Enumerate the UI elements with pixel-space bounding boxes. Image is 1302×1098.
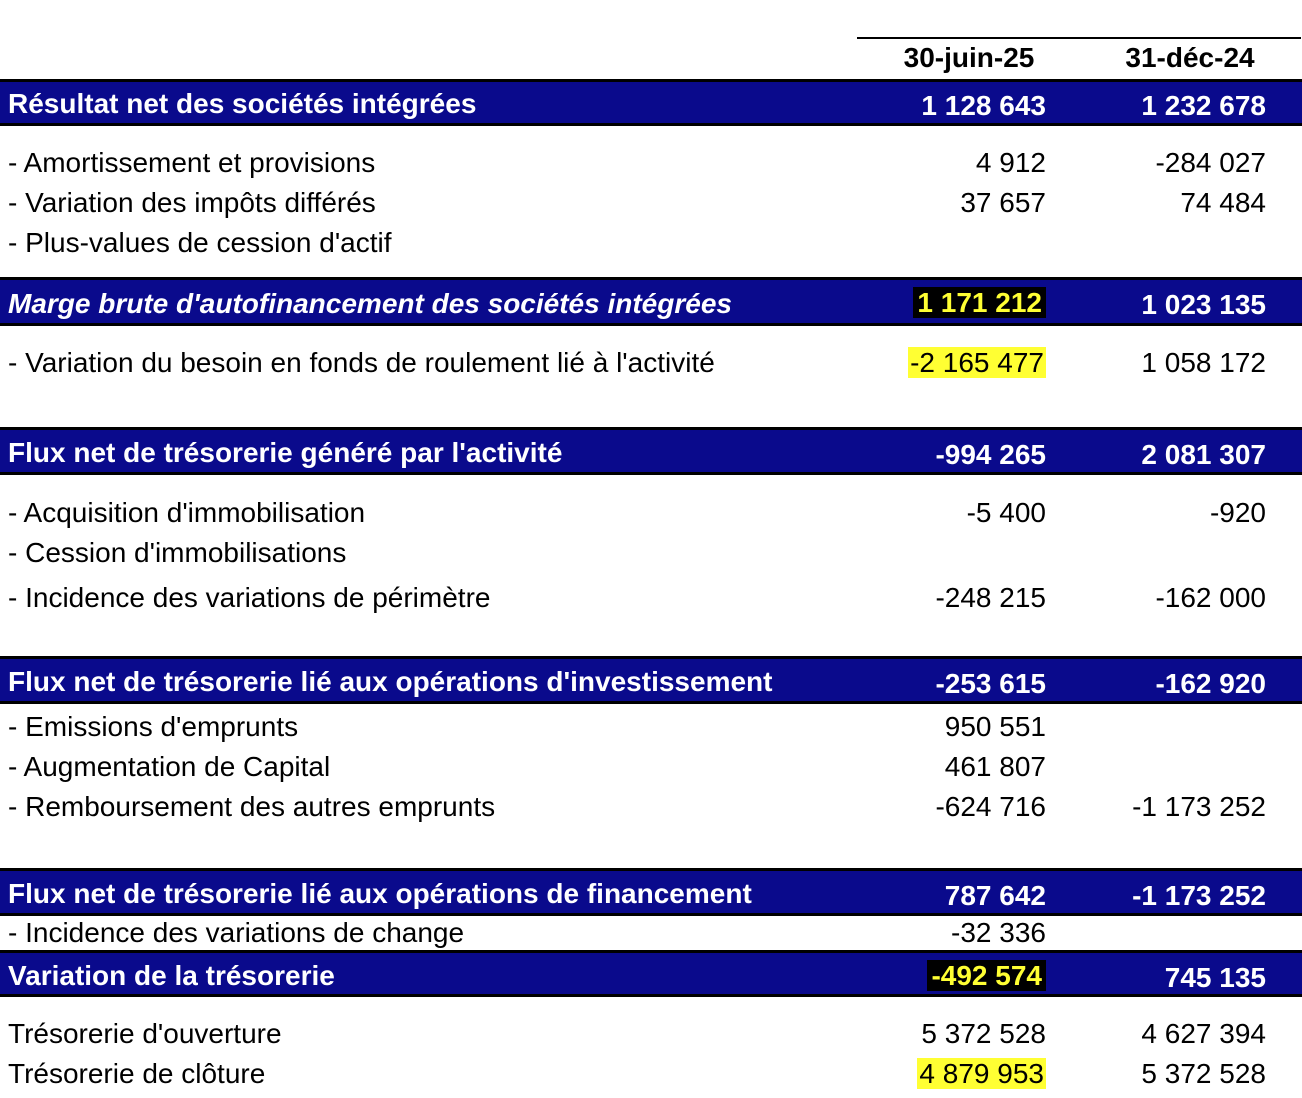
row-impots-differes: [0, 187, 1302, 221]
value-31-dec-24: -920: [1209, 497, 1266, 528]
value-31-dec-24: 1 023 135: [1141, 289, 1266, 320]
row-tresorerie-ouverture: [0, 1018, 1302, 1052]
value-31-dec-24: 4 627 394: [1141, 1018, 1266, 1049]
value-31-dec-24: -162 920: [1155, 668, 1266, 699]
row-tresorerie-cloture: [0, 1058, 1302, 1094]
row-label: - Variation du besoin en fonds de roulement lié à l'activité: [8, 347, 715, 378]
value-30-juin-25: -248 215: [935, 582, 1046, 613]
row-amortissement: [0, 147, 1302, 181]
value-31-dec-24: 745 135: [1164, 962, 1266, 993]
value-30-juin-25: 5 372 528: [921, 1018, 1046, 1049]
value-31-dec-24: -284 027: [1155, 147, 1266, 178]
row-remboursement: [0, 791, 1302, 825]
row-label: Flux net de trésorerie généré par l'activité: [8, 437, 563, 468]
value-31-dec-24: 1 232 678: [1141, 90, 1266, 121]
row-variation-tresorerie: [0, 950, 1302, 997]
value-31-dec-24: 2 081 307: [1141, 439, 1266, 470]
value-30-juin-25: 37 657: [960, 187, 1046, 218]
row-label: - Emissions d'emprunts: [8, 711, 299, 742]
value-31-dec-24: -162 000: [1155, 582, 1266, 613]
value-30-juin-25: 461 807: [944, 751, 1046, 782]
row-label: Trésorerie d'ouverture: [8, 1018, 282, 1049]
row-label: Marge brute d'autofinancement des sociétés intégrées: [8, 288, 732, 319]
row-label: - Variation des impôts différés: [8, 187, 376, 218]
value-30-juin-25: 4 879 953: [919, 1058, 1044, 1089]
row-label: - Acquisition d'immobilisation: [8, 497, 366, 528]
value-30-juin-25: -624 716: [935, 791, 1046, 822]
row-label: Résultat net des sociétés intégrées: [8, 88, 477, 119]
value-31-dec-24: 74 484: [1180, 187, 1266, 218]
row-augmentation-capital: [0, 751, 1302, 785]
row-label: - Remboursement des autres emprunts: [8, 791, 496, 822]
column-header-30-juin-25: 30-juin-25: [903, 42, 1035, 73]
row-flux-activite: [0, 427, 1302, 475]
value-31-dec-24: -1 173 252: [1132, 880, 1266, 911]
row-label: - Plus-values de cession d'actif: [8, 227, 392, 258]
row-label: Trésorerie de clôture: [8, 1058, 266, 1089]
value-30-juin-25: -253 615: [935, 668, 1046, 699]
row-label: - Amortissement et provisions: [8, 147, 376, 178]
row-label: - Augmentation de Capital: [8, 751, 331, 782]
value-30-juin-25: -5 400: [966, 497, 1046, 528]
row-label: Flux net de trésorerie lié aux opérations d'investissement: [8, 666, 773, 697]
row-flux-financement: [0, 868, 1302, 916]
row-emissions: [0, 711, 1302, 745]
value-31-dec-24: 1 058 172: [1141, 347, 1266, 378]
value-30-juin-25: -32 336: [951, 917, 1046, 948]
column-header-31-dec-24: 31-déc-24: [1125, 42, 1255, 73]
row-acquisition: [0, 497, 1302, 531]
row-label: - Incidence des variations de change: [8, 917, 465, 948]
value-30-juin-25: -994 265: [935, 439, 1046, 470]
value-30-juin-25: 4 912: [975, 147, 1046, 178]
value-31-dec-24: 5 372 528: [1141, 1058, 1266, 1089]
row-label: - Incidence des variations de périmètre: [8, 582, 491, 613]
row-label: Variation de la trésorerie: [8, 960, 335, 991]
row-label: Flux net de trésorerie lié aux opérations de financement: [8, 878, 752, 909]
header-rule: [857, 37, 1301, 39]
row-cession: [0, 537, 1302, 571]
value-31-dec-24: -1 173 252: [1132, 791, 1266, 822]
row-marge-brute: [0, 277, 1302, 326]
value-30-juin-25: 950 551: [944, 711, 1046, 742]
row-resultat-net: [0, 79, 1302, 126]
row-variation-bfr: [0, 347, 1302, 383]
value-30-juin-25: -2 165 477: [910, 347, 1044, 378]
row-change: [0, 917, 1302, 951]
value-30-juin-25: 1 128 643: [921, 90, 1046, 121]
value-30-juin-25: 787 642: [944, 880, 1046, 911]
row-plus-values: [0, 227, 1302, 261]
row-flux-investissement: [0, 656, 1302, 704]
row-label: - Cession d'immobilisations: [8, 537, 347, 568]
value-30-juin-25: -492 574: [927, 960, 1046, 991]
value-30-juin-25: 1 171 212: [913, 287, 1046, 318]
row-perimetre: [0, 582, 1302, 616]
